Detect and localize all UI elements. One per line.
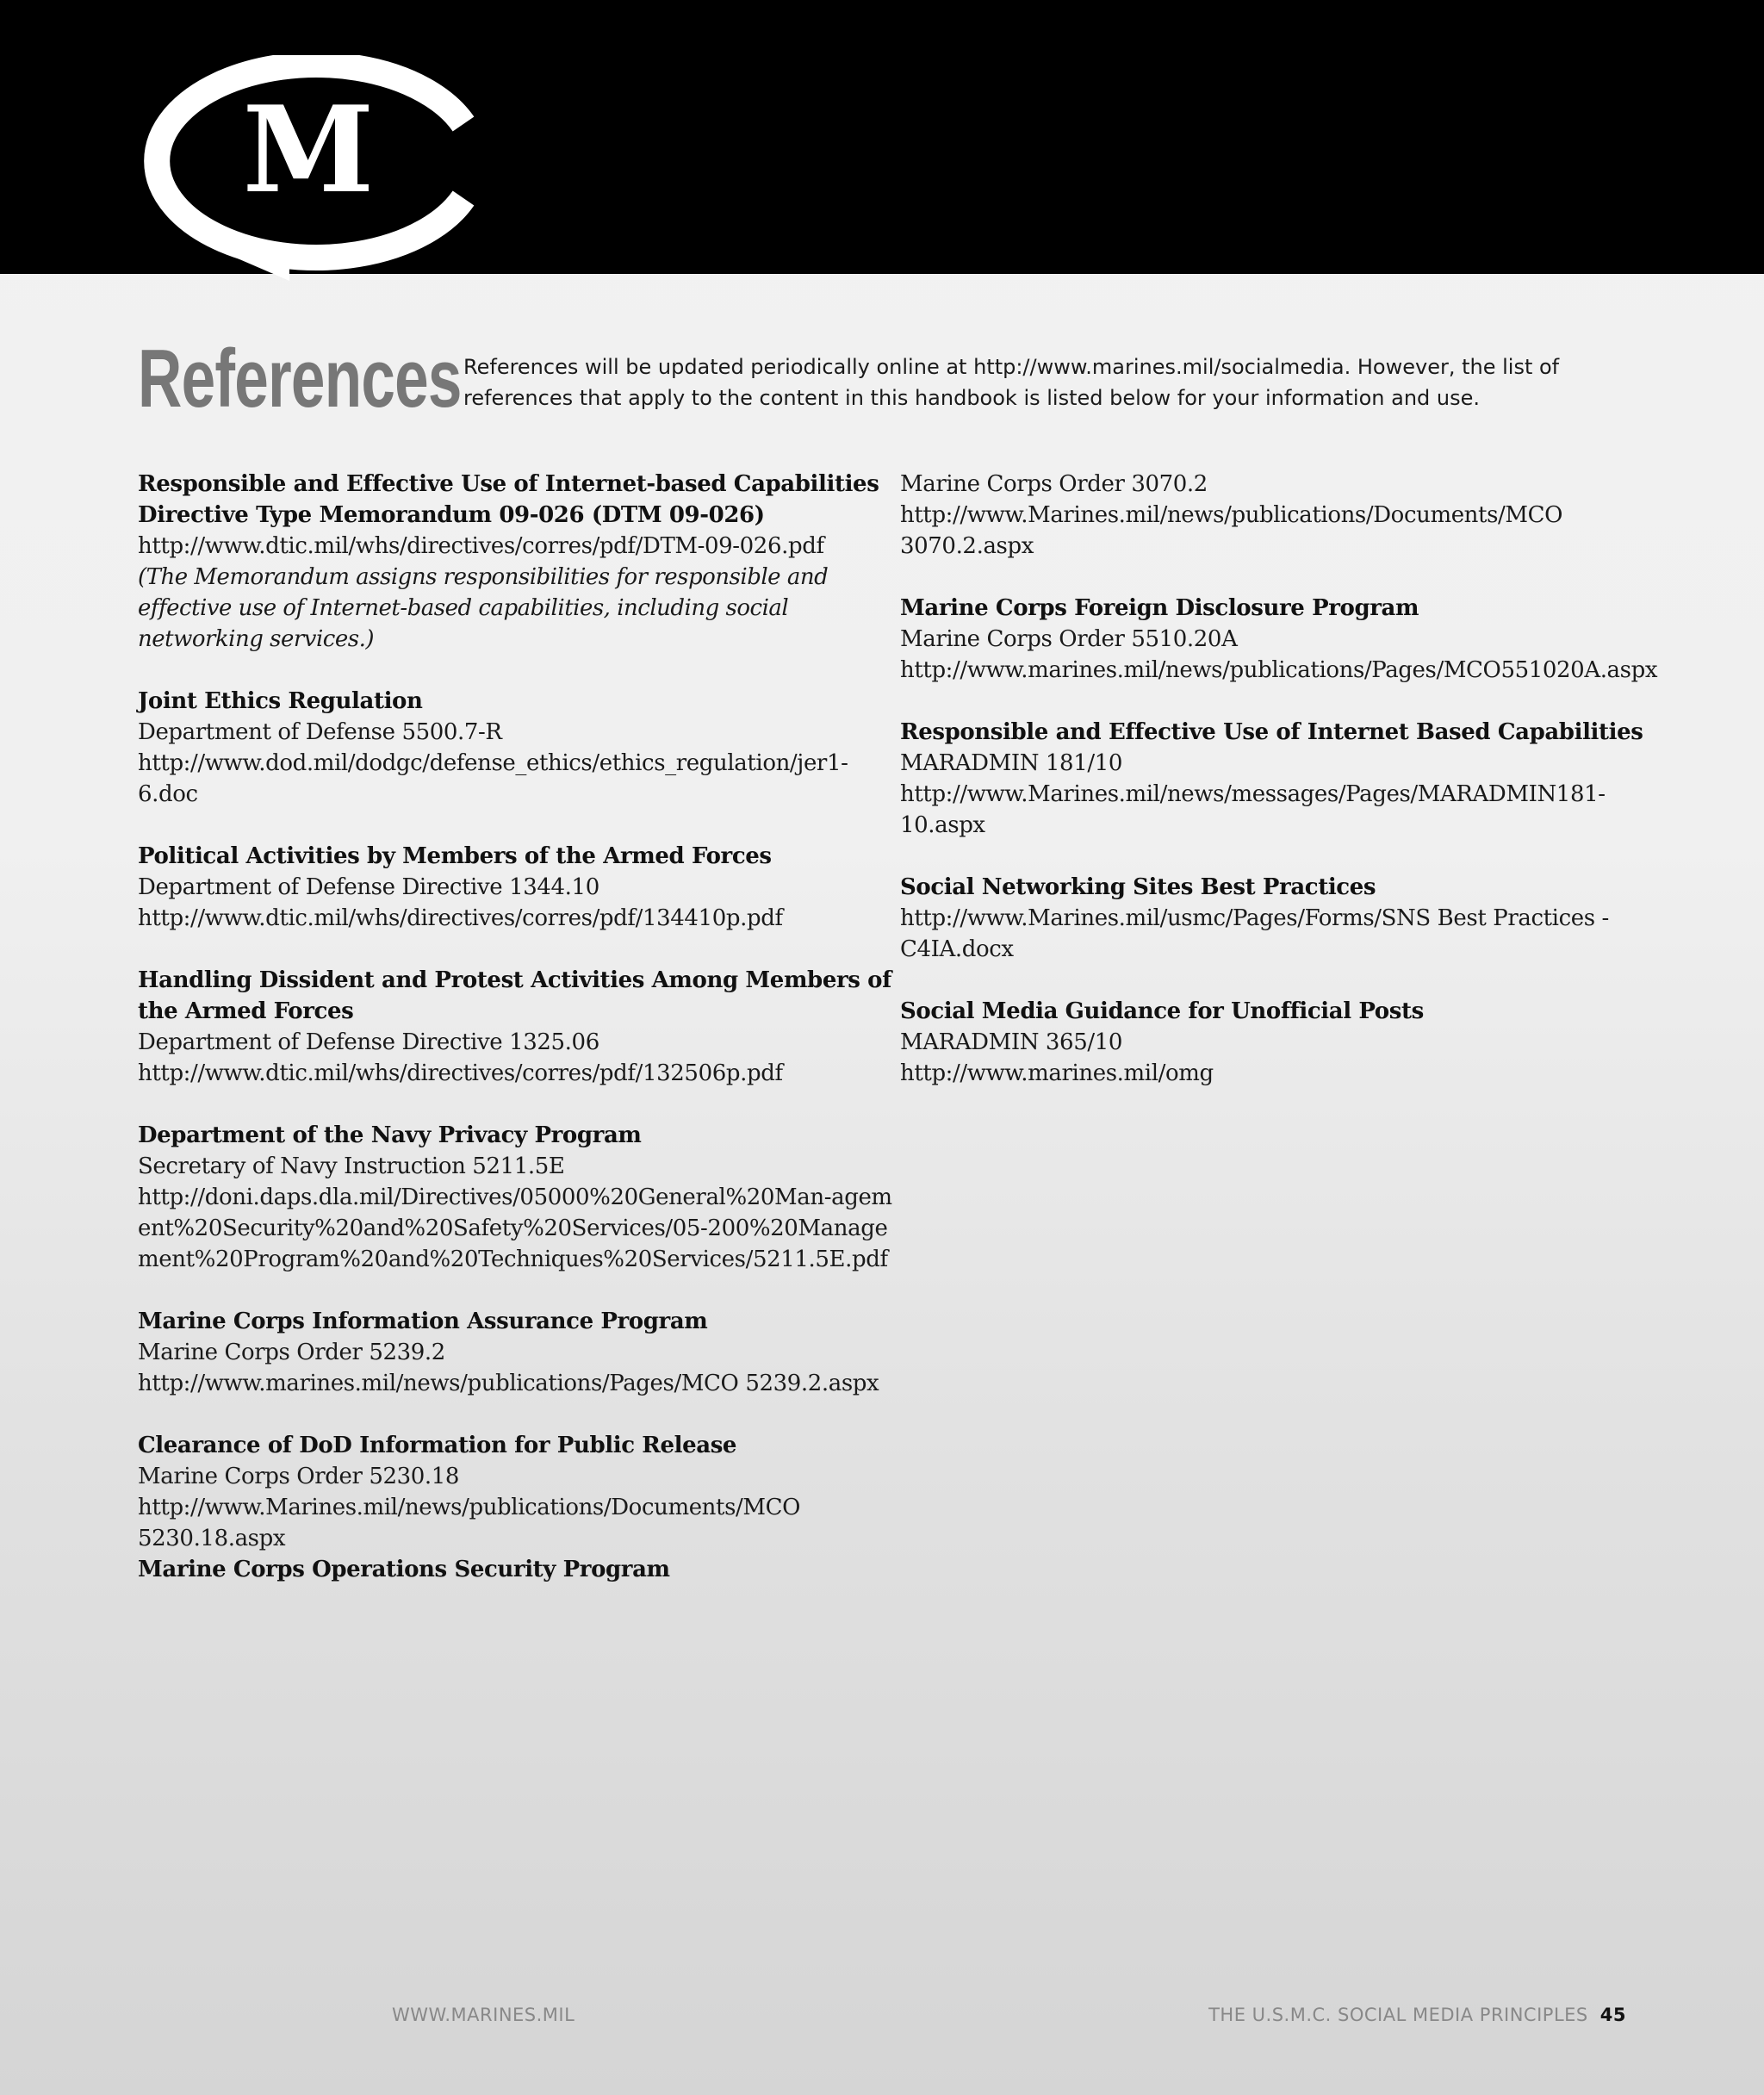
- intro-text: References will be updated periodically online at http://www.marines.mil/socialmedia. However, the list of references that apply to the content in this handbook is listed below for your information and use.: [463, 355, 1560, 410]
- reference-entry: [900, 593, 1658, 686]
- reference-title: Social Media Guidance for Unofficial Posts: [900, 998, 1424, 1024]
- reference-title: Clearance of DoD Information for Public Release: [138, 1433, 737, 1458]
- reference-entry: [138, 1430, 896, 1554]
- reference-entry: [138, 841, 896, 934]
- reference-entry: [138, 965, 896, 1089]
- reference-source: Marine Corps Order 5239.2: [138, 1340, 445, 1365]
- reference-url[interactable]: http://www.dod.mil/dodgc/defense_ethics/ethics_regulation/jer1-6.doc: [138, 750, 848, 807]
- reference-source: Marine Corps Order 5230.18: [138, 1464, 460, 1489]
- reference-entry: [900, 717, 1649, 841]
- reference-url[interactable]: http://www.Marines.mil/news/publications/Documents/MCO 3070.2.aspx: [900, 502, 1563, 559]
- references-right-column: [900, 469, 1658, 1120]
- reference-url[interactable]: http://www.marines.mil/omg: [900, 1060, 1214, 1086]
- reference-url[interactable]: http://www.dtic.mil/whs/directives/corres/pdf/132506p.pdf: [138, 1060, 783, 1086]
- reference-entry: [138, 1120, 896, 1275]
- reference-source: Marine Corps Order 3070.2: [900, 471, 1208, 497]
- reference-entry: [138, 686, 896, 810]
- reference-source: Secretary of Navy Instruction 5211.5E: [138, 1153, 565, 1179]
- reference-url[interactable]: http://www.Marines.mil/news/messages/Pages/MARADMIN181-10.aspx: [900, 781, 1606, 838]
- reference-title: Joint Ethics Regulation: [138, 688, 423, 714]
- reference-title: Responsible and Effective Use of Internet Based Capabilities: [900, 719, 1643, 745]
- footer-publication: [1208, 2005, 1626, 2025]
- reference-url[interactable]: http://www.dtic.mil/whs/directives/corres/pdf/DTM-09-026.pdf: [138, 533, 824, 559]
- footer-website: WWW.MARINES.MIL: [392, 2005, 575, 2025]
- reference-url[interactable]: http://doni.daps.dla.mil/Directives/05000%20General%20Man-agement%20Security%20and%20Safety%20Services/05-200%20Management%20Program%20and%20Techniques%20Services/5211.5E.pdf: [138, 1184, 892, 1272]
- reference-source: Department of Defense 5500.7-R: [138, 719, 502, 745]
- reference-title: Handling Dissident and Protest Activities Among Members of the Armed Forces: [138, 967, 891, 1024]
- reference-source: MARADMIN 181/10: [900, 750, 1122, 776]
- reference-url[interactable]: http://www.dtic.mil/whs/directives/corres/pdf/134410p.pdf: [138, 905, 783, 931]
- reference-title: Marine Corps Information Assurance Program: [138, 1309, 708, 1334]
- reference-entry: [900, 469, 1649, 562]
- reference-url[interactable]: http://www.marines.mil/news/publications/Pages/MCO 5239.2.aspx: [138, 1371, 879, 1396]
- page-number: 45: [1599, 2005, 1626, 2025]
- logo-letter: M: [242, 79, 375, 220]
- reference-url[interactable]: http://www.Marines.mil/usmc/Pages/Forms/SNS Best Practices - C4IA.docx: [900, 905, 1609, 962]
- reference-note: (The Memorandum assigns responsibilities for responsible and effective use of Internet-based capabilities, including social networking services.): [138, 564, 829, 652]
- reference-title: Social Networking Sites Best Practices: [900, 874, 1376, 900]
- reference-entry: [138, 1306, 896, 1399]
- reference-entry: [138, 1554, 896, 1585]
- reference-title: Department of the Navy Privacy Program: [138, 1122, 642, 1148]
- reference-source: Department of Defense Directive 1325.06: [138, 1029, 599, 1055]
- footer-publication-title: THE U.S.M.C. SOCIAL MEDIA PRINCIPLES: [1208, 2005, 1588, 2025]
- marines-logo: [136, 55, 484, 281]
- reference-entry: [900, 872, 1649, 965]
- reference-source: Marine Corps Order 5510.20A: [900, 626, 1238, 652]
- reference-entry: [900, 996, 1649, 1089]
- page-title: References: [138, 333, 462, 425]
- reference-source: MARADMIN 365/10: [900, 1029, 1122, 1055]
- reference-url[interactable]: http://www.marines.mil/news/publications/Pages/MCO551020A.aspx: [900, 657, 1658, 683]
- reference-entry: [138, 469, 896, 655]
- reference-title: Marine Corps Foreign Disclosure Program: [900, 595, 1419, 621]
- references-left-column: [138, 469, 896, 1585]
- reference-source: Department of Defense Directive 1344.10: [138, 874, 599, 900]
- reference-title: Political Activities by Members of the Armed Forces: [138, 843, 772, 869]
- reference-url[interactable]: http://www.Marines.mil/news/publications/Documents/MCO 5230.18.aspx: [138, 1495, 801, 1551]
- reference-title: Responsible and Effective Use of Internet-based Capabilities Directive Type Memorandum 09-026 (DTM 09-026): [138, 471, 879, 528]
- reference-title: Marine Corps Operations Security Program: [138, 1557, 670, 1582]
